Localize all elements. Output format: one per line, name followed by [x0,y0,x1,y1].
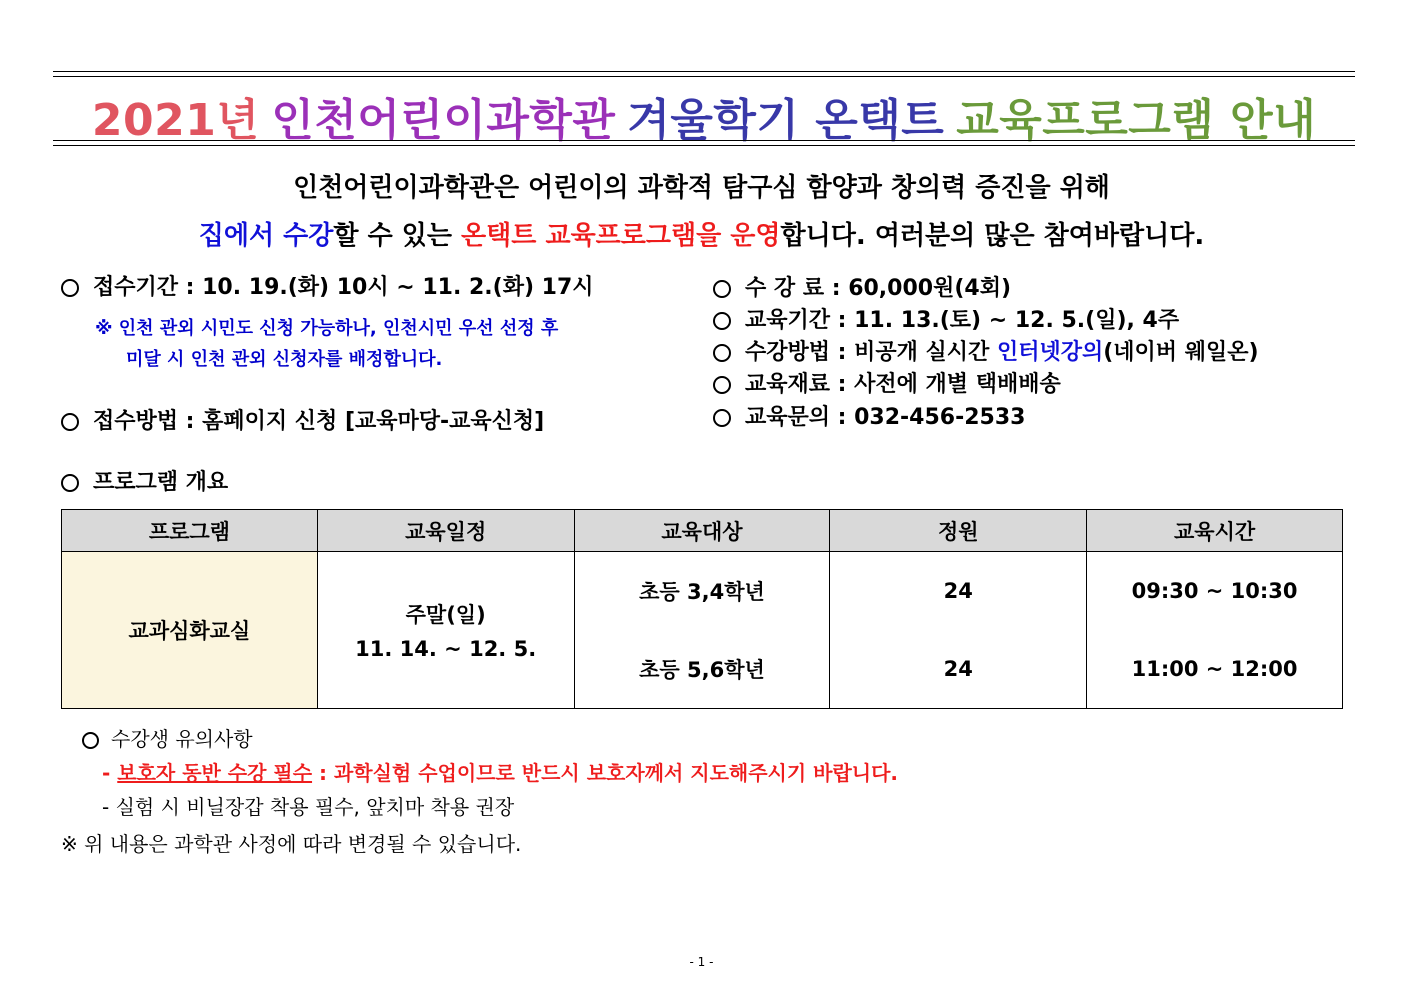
info-method-prefix: 수강방법 : 비공개 실시간 [745,340,997,365]
circle-bullet-icon [82,732,99,749]
registration-period [61,270,594,301]
title-bottom-rule [53,140,1355,141]
program-name: 교과심화교실 [62,552,318,709]
registration-method [61,404,544,435]
notice-item-1-detail: : 과학실험 수업이므로 반드시 보호자께서 지도해주시기 바랍니다. [312,761,899,785]
overview-heading-text: 프로그램 개요 [93,470,229,495]
intro-line-2 [0,215,1403,252]
info-method [713,335,1259,366]
info-method-online: 인터넷강의 [996,340,1104,365]
time-cell [1087,552,1343,709]
intro-text-1: 할 수 있는 [333,221,462,251]
info-material [713,367,1061,398]
target-row-1: 초등 3,4학년 [639,580,765,604]
circle-bullet-icon [713,280,731,298]
capacity-row-2: 24 [943,657,973,681]
registration-note-2: 미달 시 인천 관외 신청자를 배정합니다. [126,349,443,370]
notice-item-1 [102,757,898,786]
notice-heading [82,723,253,752]
circle-bullet-icon [713,344,731,362]
intro-text-2: 합니다. 여러분의 많은 참여바랍니다. [780,221,1205,251]
target-row-2: 초등 5,6학년 [639,658,765,682]
info-fee-text: 수 강 료 : 60,000원(4회) [745,276,1012,301]
title-winter-untact: 겨울학기 온택트 [627,95,945,146]
notice-heading-text: 수강생 유의사항 [111,727,253,751]
title-top-rule [53,71,1355,72]
notice-item-1-dash: - [102,761,118,785]
header-capacity: 정원 [830,510,1087,552]
title-program-guide: 교육프로그램 안내 [956,95,1317,146]
circle-bullet-icon [713,376,731,394]
notice-item-1-required: 보호자 동반 수강 필수 [117,761,313,785]
info-fee [713,271,1011,302]
registration-method-text: 접수방법 : 홈페이지 신청 [교육마당-교육신청] [93,409,545,434]
table-header-row [62,510,1343,552]
info-material-text: 교육재료 : 사전에 개별 택배배송 [745,372,1061,397]
circle-bullet-icon [61,413,79,431]
time-row-2: 11:00 ~ 12:00 [1131,657,1298,681]
intro-line-1: 인천어린이과학관은 어린이의 과학적 탐구심 함양과 창의력 증진을 위해 [293,173,1110,203]
circle-bullet-icon [713,409,731,427]
header-schedule: 교육일정 [317,510,574,552]
info-period-text: 교육기간 : 11. 13.(토) ~ 12. 5.(일), 4주 [745,308,1180,333]
info-contact-text: 교육문의 : 032-456-2533 [745,405,1026,430]
title-museum: 인천어린이과학관 [271,95,616,146]
intro-highlight-untact: 온택트 교육프로그램을 운영 [461,221,781,251]
table-row [62,552,1343,709]
info-contact [713,400,1025,431]
info-method-suffix: (네이버 웨일온) [1103,340,1259,365]
time-row-1: 09:30 ~ 10:30 [1131,579,1298,603]
overview-heading [61,465,228,496]
program-table [61,509,1343,709]
title-top-rule-2 [53,76,1355,77]
registration-period-text: 접수기간 : 10. 19.(화) 10시 ~ 11. 2.(화) 17시 [93,275,594,300]
schedule-cell [317,552,574,709]
target-cell [574,552,830,709]
schedule-dates: 11. 14. ~ 12. 5. [355,637,537,661]
notice-item-2: - 실험 시 비닐장갑 착용 필수, 앞치마 착용 권장 [102,795,515,819]
change-notice: ※ 위 내용은 과학관 사정에 따라 변경될 수 있습니다. [61,832,522,856]
capacity-cell [830,552,1087,709]
circle-bullet-icon [61,474,79,492]
info-period [713,303,1179,334]
page-number: - 1 - [689,955,714,969]
capacity-row-1: 24 [943,579,973,603]
header-time: 교육시간 [1087,510,1343,552]
title-year: 2021년 [91,95,260,146]
header-target: 교육대상 [574,510,830,552]
intro-highlight-home: 집에서 수강 [198,221,334,251]
registration-note-1: ※ 인천 관외 시민도 신청 가능하나, 인천시민 우선 선정 후 [95,318,559,339]
circle-bullet-icon [61,279,79,297]
page-title [53,84,1355,148]
circle-bullet-icon [713,312,731,330]
title-bottom-rule-2 [53,145,1355,146]
header-program: 프로그램 [62,510,318,552]
schedule-days: 주말(일) [405,603,486,627]
